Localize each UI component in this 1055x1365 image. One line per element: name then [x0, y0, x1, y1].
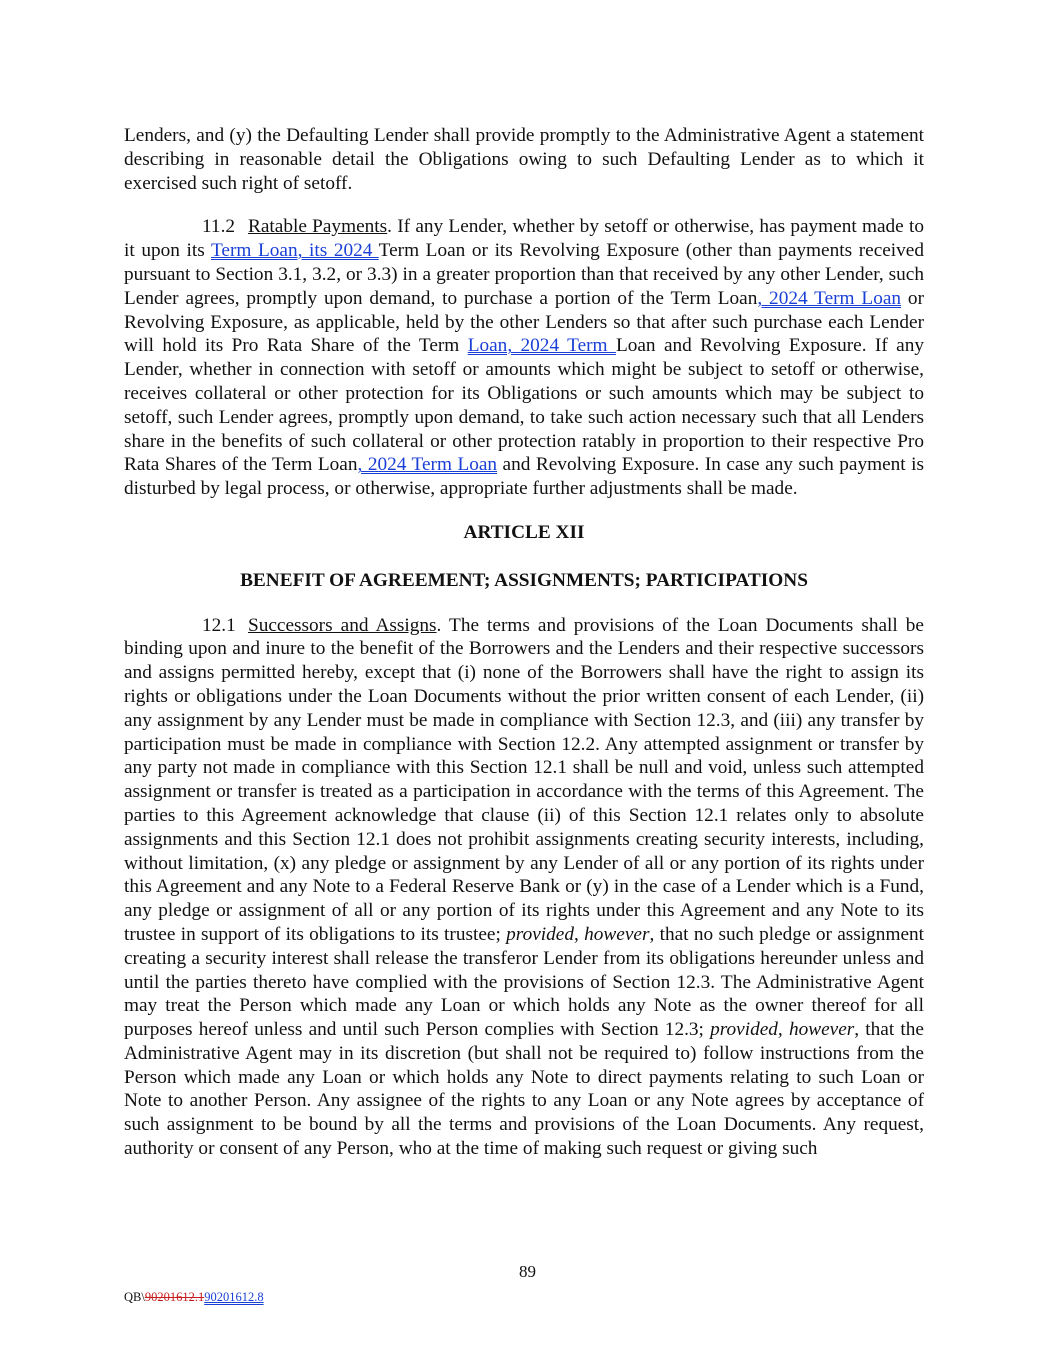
paragraph-spacer	[124, 593, 924, 614]
italic-text: however	[584, 923, 650, 945]
docid-prefix: QB\	[124, 1290, 145, 1304]
section-text: . If any Lender, whether by setoff or otherwise, has payment made to it upon its	[124, 216, 924, 262]
section-text: Loan and Revolving Exposure. If any Lender, whether in connection with setoff or amounts which might be subject to setoff or otherwise, receives collateral or other protection for its Obligations or such amounts which may be subject to setoff, such Lender agrees, promptly upon demand, to take such action necessary such that all Lenders share in the benefits of such collateral or other protection ratably in proportion to their respective Pro Rata Shares of the Term Loan	[124, 335, 924, 476]
inserted-text: Loan, 2024 Term	[467, 335, 616, 357]
section-text: , that no such pledge or assignment creating a security interest shall release the transferor Lender from its obligations hereunder unless and until the parties thereto have complied with the provisions of Section 12.3. The Administrative Agent may treat the Person which made any Loan or which holds any Note as the owner thereof for all purposes hereof unless and until such Person complies with Section 12.3;	[124, 923, 924, 1041]
italic-text: provided	[506, 923, 574, 945]
inserted-text: , 2024 Term Loan	[357, 454, 498, 476]
section-11-2-paragraph	[124, 215, 924, 501]
section-title: Successors and Assigns	[248, 614, 437, 636]
section-number: 12.1	[202, 614, 236, 636]
document-page	[124, 124, 924, 1161]
docid-inserted: 90201612.8	[204, 1290, 264, 1304]
section-12-1-paragraph	[124, 614, 924, 1161]
section-text: and Revolving Exposure. In case any such payment is disturbed by legal process, or otherwise, appropriate further adjustments shall be made.	[124, 454, 924, 500]
article-title: BENEFIT OF AGREEMENT; ASSIGNMENTS; PARTICIPATIONS	[240, 569, 808, 591]
inserted-text: , 2024 Term Loan	[757, 287, 902, 309]
document-id	[124, 1290, 264, 1305]
section-number: 11.2	[202, 216, 236, 238]
paragraph-spacer	[124, 545, 924, 569]
section-text: . The terms and provisions of the Loan Documents shall be binding upon and inure to the benefit of the Borrowers and the Lenders and their respective successors and assigns permitted hereby, except that (i) none of the Borrowers shall have the right to assign its rights or obligations under the Loan Documents without the prior written consent of each Lender, (ii) any assignment by any Lender must be made in compliance with Section 12.3, and (iii) any transfer by participation must be made in compliance with Section 12.2. Any attempted assignment or transfer by any party not made in compliance with this Section 12.1 shall be null and void, unless such attempted assignment or transfer is treated as a participation in accordance with the terms of this Agreement. The parties to this Agreement acknowledge that clause (ii) of this Section 12.1 relates only to absolute assignments and this Section 12.1 does not prohibit assignments creating security interests, including, without limitation, (x) any pledge or assignment by any Lender of all or any portion of its rights under this Agreement and any Note to a Federal Reserve Bank or (y) in the case of a Lender which is a Fund, any pledge or assignment of all or any portion of its rights under this Agreement and any Note to its trustee in support of its obligations to its trustee;	[124, 614, 924, 945]
section-text: ,	[573, 923, 585, 945]
section-text: , that the Administrative Agent may in its discretion (but shall not be required to) follow instructions from the Person which made any Loan or which holds any Note to direct payments relating to such Loan or Note to another Person. Any assignee of the rights to any Loan or any Note agrees by acceptance of such assignment to be bound by all the terms and provisions of the Loan Documents. Any request, authority or consent of any Person, who at the time of making such request or giving such	[124, 1019, 924, 1160]
paragraph-spacer	[124, 195, 924, 215]
page-number: 89	[519, 1262, 536, 1281]
italic-text: provided, however	[710, 1019, 855, 1041]
section-title: Ratable Payments	[248, 216, 388, 238]
docid-deleted: 90201612.1	[144, 1290, 205, 1304]
paragraph-spacer	[124, 501, 924, 521]
section-text: or Revolving Exposure, as applicable, held by the other Lenders so that after such purchase each Lender will hold its Pro Rata Share of the Term	[124, 287, 924, 357]
continuation-paragraph: Lenders, and (y) the Defaulting Lender shall provide promptly to the Administrative Agent a statement describing in reasonable detail the Obligations owing to such Defaulting Lender as to which it exercised such right of setoff.	[124, 125, 924, 194]
inserted-text: Term Loan, its 2024	[210, 240, 379, 262]
section-text: Term Loan or its Revolving Exposure (other than payments received pursuant to Section 3.1, 3.2, or 3.3) in a greater proportion than that received by any other Lender, such Lender agrees, promptly upon demand, to purchase a portion of the Term Loan	[124, 240, 925, 309]
article-heading: ARTICLE XII	[463, 521, 585, 543]
